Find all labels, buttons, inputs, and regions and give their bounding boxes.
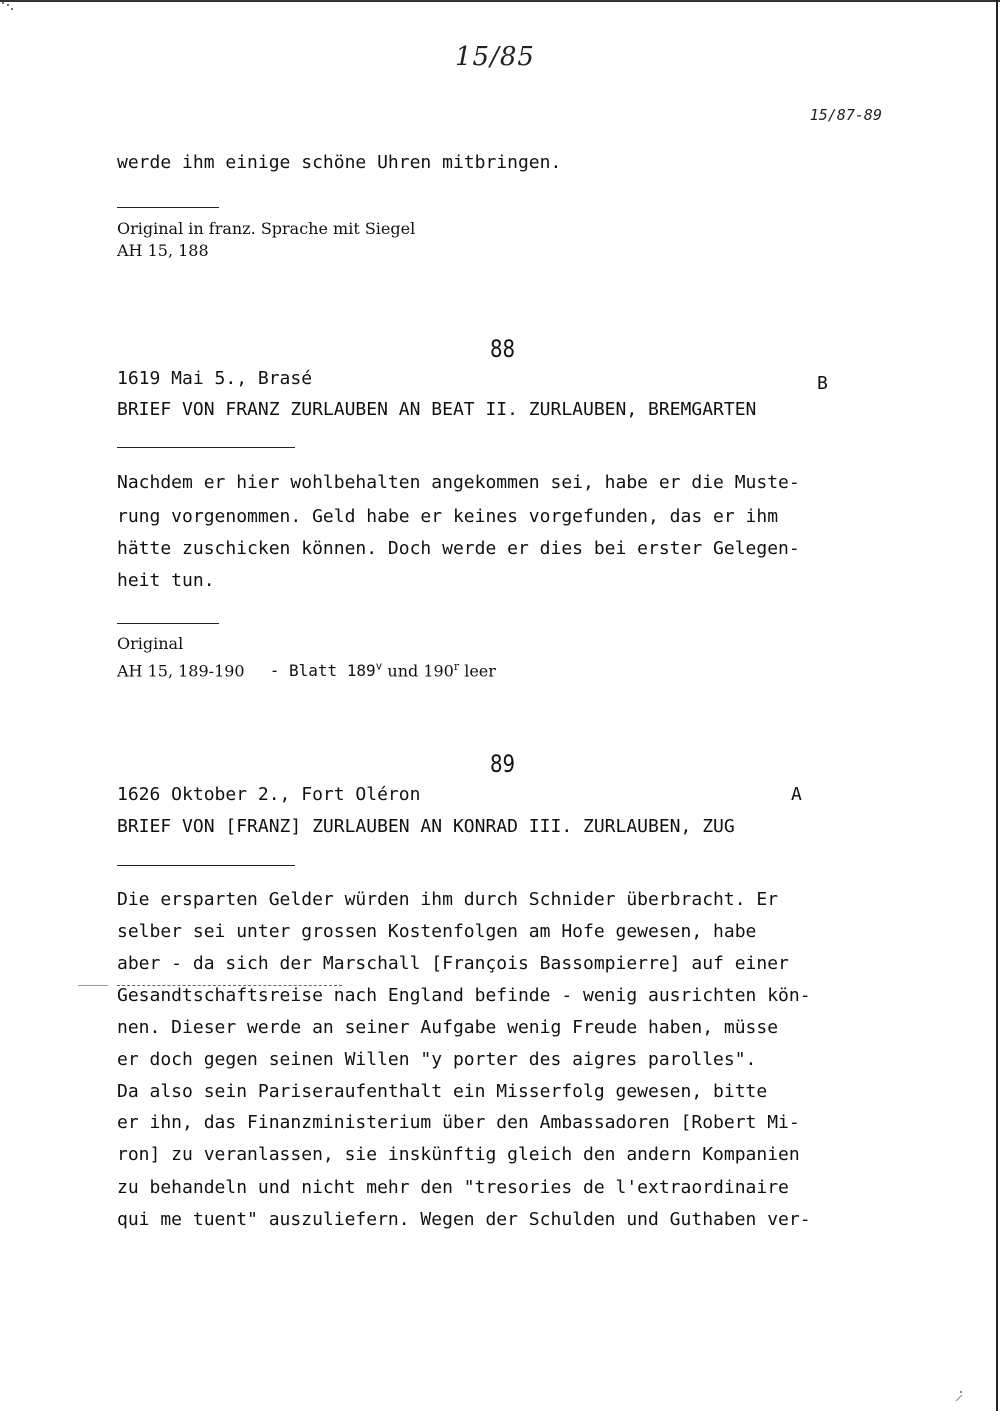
separator-rule bbox=[117, 623, 219, 624]
body-line: hätte zuschicken können. Doch werde er dies bei erster Gelegen- bbox=[117, 538, 800, 559]
scan-speck bbox=[2, 2, 16, 12]
separator-rule bbox=[117, 865, 295, 866]
entry-code: B bbox=[817, 373, 828, 394]
body-line: zu behandeln und nicht mehr den "tresories de l'extraordinaire bbox=[117, 1177, 789, 1198]
source-line: Original bbox=[117, 634, 184, 653]
entry-date-place: 1619 Mai 5., Brasé bbox=[117, 368, 313, 389]
separator-rule bbox=[117, 207, 219, 208]
body-line: heit tun. bbox=[117, 570, 215, 591]
body-line: nen. Dieser werde an seiner Aufgabe wenig Freude haben, müsse bbox=[117, 1017, 779, 1038]
body-line: er ihn, das Finanzministerium über den Ambassadoren [Robert Mi- bbox=[117, 1112, 800, 1133]
scan-right-border bbox=[996, 0, 998, 1411]
entry-code: A bbox=[791, 784, 802, 805]
source-line: Original in franz. Sprache mit Siegel bbox=[117, 219, 416, 238]
entry-number: 88 bbox=[490, 335, 516, 363]
scan-corner-mark bbox=[954, 1389, 964, 1403]
body-line: Gesandtschaftsreise nach England befinde - wenig ausrichten kön- bbox=[117, 985, 811, 1006]
body-line: Da also sein Pariseraufenthalt ein Misserfolg gewesen, bitte bbox=[117, 1081, 768, 1102]
source-note: - Blatt 189$^v$ bbox=[269, 660, 383, 681]
body-line: Nachdem er hier wohlbehalten angekommen sei, habe er die Muste- bbox=[117, 472, 800, 493]
entry-date-place: 1626 Oktober 2., Fort Oléron bbox=[117, 784, 421, 805]
source-line: AH 15, 189-190 - Blatt 189$^v$ und 190$^r$ leer bbox=[117, 660, 496, 681]
separator-rule bbox=[117, 447, 295, 448]
entry-number: 89 bbox=[490, 750, 516, 778]
body-line: aber - da sich der Marschall [François Bassompierre] auf einer bbox=[117, 953, 789, 974]
body-line: selber sei unter grossen Kostenfolgen am Hofe gewesen, habe bbox=[117, 921, 757, 942]
body-line: Die ersparten Gelder würden ihm durch Schnider überbracht. Er bbox=[117, 889, 779, 910]
scan-top-border bbox=[0, 0, 1000, 2]
body-line: rung vorgenommen. Geld habe er keines vorgefunden, das er ihm bbox=[117, 506, 779, 527]
entry-title: BRIEF VON [FRANZ] ZURLAUBEN AN KONRAD III. ZURLAUBEN, ZUG bbox=[117, 816, 735, 837]
handwritten-folio-number: 15/85 bbox=[455, 42, 535, 72]
source-line: AH 15, 188 bbox=[117, 241, 209, 260]
source-folio: AH 15, 189-190 bbox=[117, 661, 245, 681]
page-reference: 15/87-89 bbox=[809, 106, 882, 124]
body-line: er doch gegen seinen Willen "y porter des aigres parolles". bbox=[117, 1049, 757, 1070]
body-line: ron] zu veranlassen, sie inskünftig gleich den andern Kompanien bbox=[117, 1144, 800, 1165]
margin-mark bbox=[78, 985, 108, 986]
entry-title: BRIEF VON FRANZ ZURLAUBEN AN BEAT II. ZURLAUBEN, BREMGARTEN bbox=[117, 399, 757, 420]
continuation-text: werde ihm einige schöne Uhren mitbringen. bbox=[117, 152, 562, 173]
body-line: qui me tuent" auszuliefern. Wegen der Schulden und Guthaben ver- bbox=[117, 1209, 811, 1230]
